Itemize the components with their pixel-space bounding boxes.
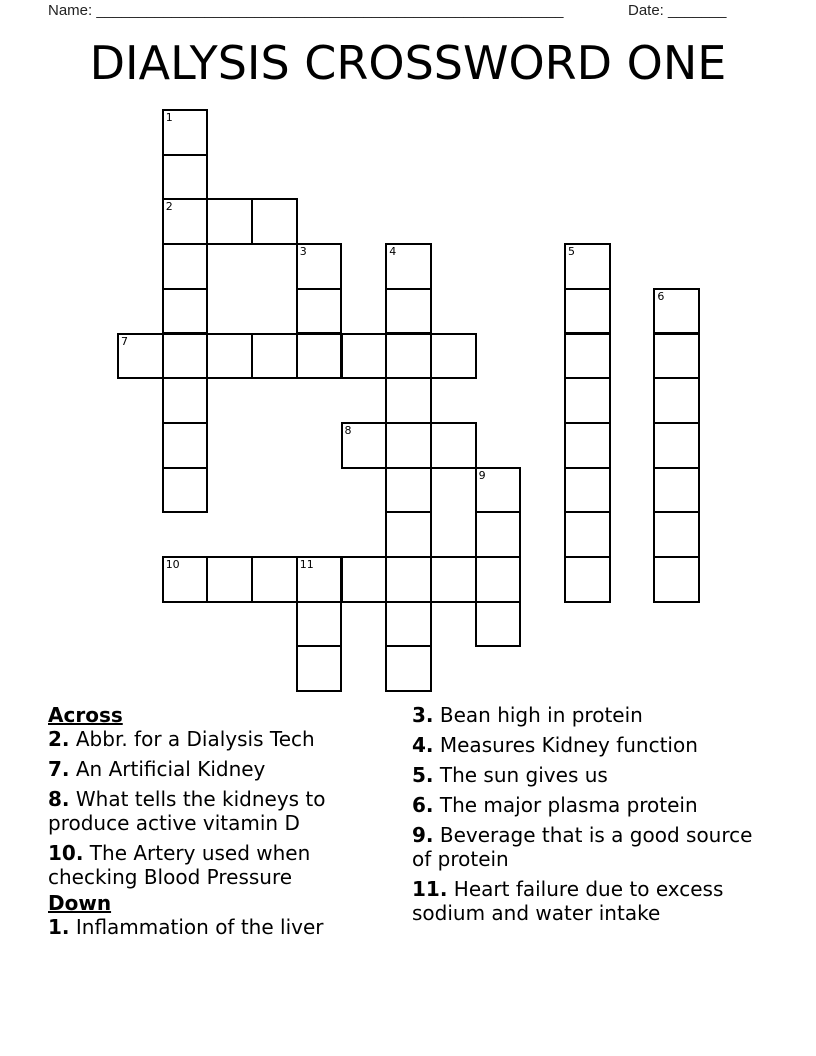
- cell-number: 10: [165, 558, 180, 571]
- clues-right: [412, 703, 772, 931]
- name-field[interactable]: Name: ________________________________________________________: [48, 2, 564, 19]
- down-clue: [48, 915, 378, 939]
- clue-number: 2.: [48, 727, 70, 751]
- cell-number: 3: [299, 245, 307, 259]
- grid-cell[interactable]: [564, 467, 611, 514]
- clue-text: An Artificial Kidney: [75, 757, 266, 781]
- grid-cell[interactable]: [475, 601, 522, 648]
- grid-cell[interactable]: [564, 556, 611, 603]
- clues-left: [48, 703, 378, 945]
- grid-cell[interactable]: [475, 511, 522, 558]
- clue-text: The sun gives us: [439, 763, 608, 787]
- grid-cell[interactable]: [564, 511, 611, 558]
- grid-cell[interactable]: [385, 333, 432, 380]
- grid-cell[interactable]: [162, 422, 209, 469]
- cell-number: 6: [657, 289, 665, 303]
- grid-cell[interactable]: [475, 556, 522, 603]
- grid-cell[interactable]: [430, 556, 477, 603]
- grid-cell[interactable]: [117, 333, 164, 380]
- grid-cell[interactable]: [475, 467, 522, 514]
- grid-cell[interactable]: [385, 377, 432, 424]
- grid-cell[interactable]: [206, 556, 253, 603]
- grid-cell[interactable]: [162, 198, 209, 245]
- grid-cell[interactable]: [296, 288, 343, 335]
- grid-cell[interactable]: [564, 288, 611, 335]
- grid-cell[interactable]: [296, 556, 343, 603]
- grid-cell[interactable]: [564, 243, 611, 290]
- clue-number: 4.: [412, 733, 434, 757]
- grid-cell[interactable]: [162, 288, 209, 335]
- grid-cell[interactable]: [653, 467, 700, 514]
- grid-cell[interactable]: [296, 333, 343, 380]
- date-field[interactable]: Date: _______: [628, 2, 727, 19]
- across-heading: Across: [48, 703, 123, 727]
- clue-number: 8.: [48, 787, 70, 811]
- cell-number: 8: [344, 423, 352, 437]
- grid-cell[interactable]: [653, 556, 700, 603]
- grid-cell[interactable]: [385, 601, 432, 648]
- grid-cell[interactable]: [653, 377, 700, 424]
- grid-cell[interactable]: [341, 333, 388, 380]
- grid-cell[interactable]: [564, 333, 611, 380]
- cell-number: 4: [389, 245, 397, 259]
- grid-cell[interactable]: [564, 422, 611, 469]
- clue-number: 6.: [412, 793, 434, 817]
- cell-number: 5: [568, 245, 575, 259]
- grid-cell[interactable]: [296, 243, 343, 290]
- cell-number: 7: [121, 334, 128, 348]
- grid-cell[interactable]: [162, 333, 209, 380]
- grid-cell[interactable]: [251, 333, 298, 380]
- clue-text: Heart failure due to excess sodium and water intake: [412, 877, 724, 925]
- grid-cell[interactable]: [162, 243, 209, 290]
- clue-number: 11.: [412, 877, 448, 901]
- clue-text: What tells the kidneys to produce active vitamin D: [48, 787, 326, 835]
- grid-cell[interactable]: [385, 288, 432, 335]
- grid-cell[interactable]: [296, 645, 343, 692]
- cell-number: 1: [165, 111, 173, 124]
- grid-cell[interactable]: [162, 556, 209, 603]
- down-clue: [412, 763, 772, 787]
- down-clue: [412, 877, 772, 925]
- cell-number: 11: [299, 558, 314, 571]
- across-clue: [48, 727, 378, 751]
- clue-number: 5.: [412, 763, 434, 787]
- clue-number: 1.: [48, 915, 70, 939]
- grid-cell[interactable]: [251, 556, 298, 603]
- clue-text: Measures Kidney function: [439, 733, 698, 757]
- down-heading: Down: [48, 891, 112, 915]
- grid-cell[interactable]: [296, 601, 343, 648]
- grid-cell[interactable]: [653, 511, 700, 558]
- clue-text: Abbr. for a Dialysis Tech: [75, 727, 315, 751]
- clue-text: Beverage that is a good source of protein: [412, 823, 753, 871]
- grid-cell[interactable]: [341, 422, 388, 469]
- grid-cell[interactable]: [385, 467, 432, 514]
- grid-cell[interactable]: [385, 556, 432, 603]
- clue-number: 3.: [412, 703, 434, 727]
- clue-text: Inflammation of the liver: [75, 915, 324, 939]
- grid-cell[interactable]: [430, 333, 477, 380]
- clue-number: 7.: [48, 757, 70, 781]
- across-clue: [48, 787, 378, 835]
- grid-cell[interactable]: [385, 511, 432, 558]
- page-title: DIALYSIS CROSSWORD ONE: [89, 36, 727, 90]
- clue-text: Bean high in protein: [439, 703, 643, 727]
- down-clue: [412, 703, 772, 727]
- grid-cell[interactable]: [251, 198, 298, 245]
- cell-number: 2: [165, 200, 173, 214]
- grid-cell[interactable]: [653, 333, 700, 380]
- grid-cell[interactable]: [162, 154, 209, 201]
- clue-number: 10.: [48, 841, 84, 865]
- clue-number: 9.: [412, 823, 434, 847]
- grid-cell[interactable]: [206, 198, 253, 245]
- grid-cell[interactable]: [564, 377, 611, 424]
- grid-cell[interactable]: [385, 422, 432, 469]
- down-clue: [412, 823, 772, 871]
- grid-cell[interactable]: [385, 243, 432, 290]
- grid-cell[interactable]: [206, 333, 253, 380]
- across-clue: [48, 841, 378, 889]
- grid-cell[interactable]: [430, 422, 477, 469]
- clue-text: The major plasma protein: [439, 793, 698, 817]
- grid-cell[interactable]: [653, 288, 700, 335]
- grid-cell[interactable]: [162, 467, 209, 514]
- grid-cell[interactable]: [385, 645, 432, 692]
- down-clue: [412, 733, 772, 757]
- down-clue: [412, 793, 772, 817]
- grid-cell[interactable]: [162, 109, 209, 156]
- grid-cell[interactable]: [653, 422, 700, 469]
- clue-text: The Artery used when checking Blood Pressure: [48, 841, 311, 889]
- grid-cell[interactable]: [162, 377, 209, 424]
- grid-cell[interactable]: [341, 556, 388, 603]
- across-clue: [48, 757, 378, 781]
- cell-number: 9: [478, 468, 486, 482]
